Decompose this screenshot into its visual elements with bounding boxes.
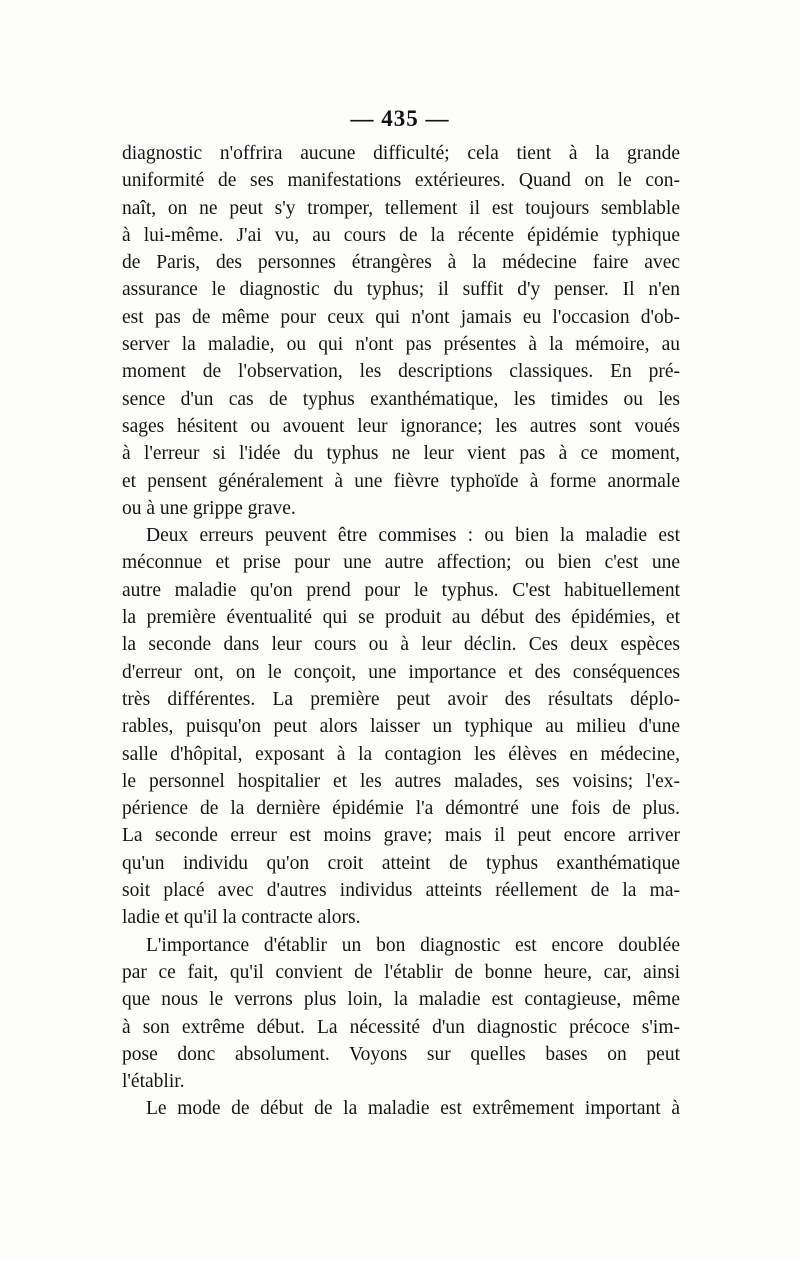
text-line: de Paris, des personnes étrangères à la médecine faire avec [122, 252, 680, 274]
text-line: très différentes. La première peut avoir des résultats déplo- [122, 688, 680, 710]
text-line: et pensent généralement à une fièvre typhoïde à forme anormale [122, 470, 680, 492]
text-line: naît, on ne peut s'y tromper, tellement il est toujours semblable [122, 197, 680, 219]
text-line: rables, puisqu'on peut alors laisser un typhique au milieu d'une [122, 716, 680, 738]
text-line: l'établir. [122, 1071, 185, 1093]
text-line: périence de la dernière épidémie l'a démontré une fois de plus. [122, 798, 680, 820]
text-line: à lui-même. J'ai vu, au cours de la récente épidémie typhique [122, 224, 680, 246]
text-line: La seconde erreur est moins grave; mais il peut encore arriver [122, 825, 680, 847]
text-line: soit placé avec d'autres individus atteints réellement de la ma- [122, 880, 680, 902]
text-line: qu'un individu qu'on croit atteint de typhus exanthématique [122, 852, 680, 874]
text-line: Deux erreurs peuvent être commises : ou bien la maladie est [146, 525, 680, 547]
text-line: à l'erreur si l'idée du typhus ne leur vient pas à ce moment, [122, 443, 680, 465]
text-line: moment de l'observation, les descriptions classiques. En pré- [122, 361, 680, 383]
body-text [122, 140, 680, 1123]
text-line: autre maladie qu'on prend pour le typhus. C'est habituellement [122, 579, 680, 601]
text-line: pose donc absolument. Voyons sur quelles bases on peut [122, 1043, 680, 1065]
text-line: la première éventualité qui se produit au début des épidémies, et [122, 607, 680, 629]
text-line: sence d'un cas de typhus exanthématique, les timides ou les [122, 388, 680, 410]
text-line: Le mode de début de la maladie est extrêmement important à [146, 1098, 680, 1120]
text-line: à son extrême début. La nécessité d'un diagnostic précoce s'im- [122, 1016, 680, 1038]
text-line: assurance le diagnostic du typhus; il suffit d'y penser. Il n'en [122, 279, 680, 301]
text-line: sages hésitent ou avouent leur ignorance; les autres sont voués [122, 415, 680, 437]
text-line: salle d'hôpital, exposant à la contagion les élèves en médecine, [122, 743, 680, 765]
text-line: d'erreur ont, on le conçoit, une importance et des conséquences [122, 661, 680, 683]
text-line: est pas de même pour ceux qui n'ont jamais eu l'occasion d'ob- [122, 306, 680, 328]
text-line: L'importance d'établir un bon diagnostic est encore doublée [146, 934, 680, 956]
text-line: ou à une grippe grave. [122, 497, 296, 519]
page-number: — 435 — [350, 106, 450, 131]
text-line: ladie et qu'il la contracte alors. [122, 907, 361, 929]
text-line: server la maladie, ou qui n'ont pas présentes à la mémoire, au [122, 334, 680, 356]
text-line: par ce fait, qu'il convient de l'établir de bonne heure, car, ainsi [122, 961, 680, 983]
text-line: la seconde dans leur cours ou à leur déclin. Ces deux espèces [122, 634, 680, 656]
text-line: que nous le verrons plus loin, la maladie est contagieuse, même [122, 989, 680, 1011]
text-line: diagnostic n'offrira aucune difficulté; cela tient à la grande [122, 143, 680, 164]
text-line: le personnel hospitalier et les autres malades, ses voisins; l'ex- [122, 770, 680, 792]
text-line: uniformité de ses manifestations extérieures. Quand on le con- [122, 170, 680, 192]
text-line: méconnue et prise pour une autre affection; ou bien c'est une [122, 552, 680, 574]
